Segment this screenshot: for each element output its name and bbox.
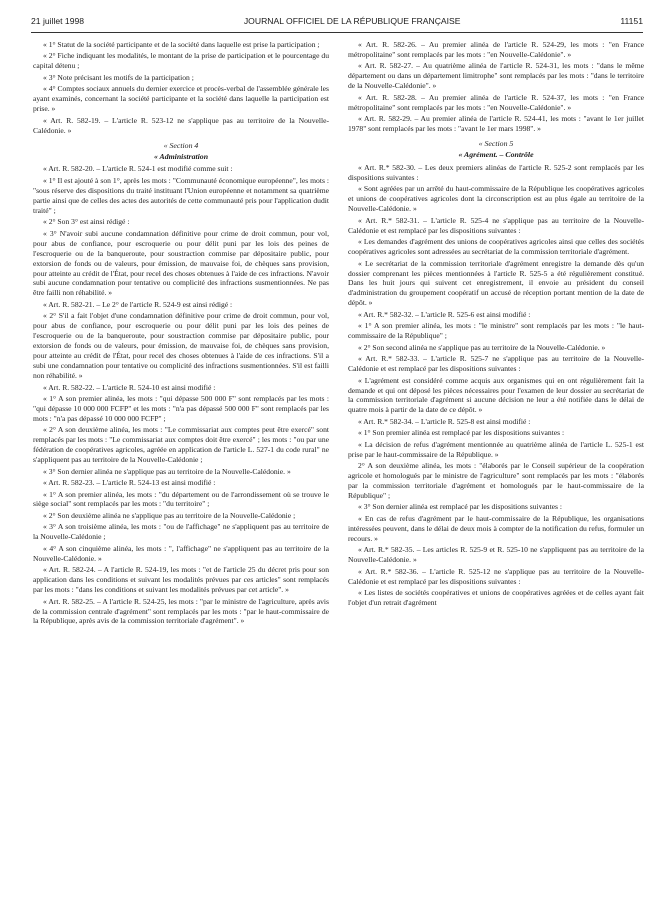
paragraph: « La décision de refus d'agrément mentionnée au quatrième alinéa de l'article L. 525-1 est prise par le haut-commissaire de la République. »: [348, 439, 644, 459]
paragraph: « Les listes de sociétés coopératives et unions de coopératives agréées et de celles ayant fait l'objet d'un retrait d'agrément: [348, 588, 644, 608]
paragraph: « Art. R.* 582-32. – L'article R. 525-6 est ainsi modifié :: [358, 309, 531, 319]
paragraph: « 4° A son cinquième alinéa, les mots : ", l'affichage" ne s'appliquent pas au territoire de la Nouvelle-Calédonie. »: [33, 543, 329, 563]
section-heading: « Section 4: [163, 140, 199, 150]
paragraph: « Art. R. 582-21. – Le 2° de l'article R. 524-9 est ainsi rédigé :: [43, 299, 233, 309]
header-rule: [31, 32, 643, 33]
paragraph: « 3° N'avoir subi aucune condamnation définitive pour crime de droit commun, pour vol, pour abus de confiance, pour escroquerie ou pour délit puni par les lois des peines de l'escroquerie ou de la banqueroute, pour soustraction commise par dépositaire public, pour extorsion de fonds ou de valeurs, pour émission, de mauvaise foi, de chèques sans provision, pour atteinte au crédit de l'État, pour recel des choses obtenues à l'aide de ces infractions. N'avoir subi aucune condamnation pour tentative ou complicité des infractions susmentionnées. Ne pas être failli non réhabilité. »: [33, 228, 329, 298]
section-subheading: « Agrément. – Contrôle: [458, 150, 534, 160]
paragraph: « 4° Comptes sociaux annuels du dernier exercice et procès-verbal de l'assemblée générale les ayant examinés, concernant la société participante et la société dans laquelle la participation est prise. »: [33, 84, 329, 114]
paragraph: « Art. R. 582-19. – L'article R. 523-12 ne s'applique pas au territoire de la Nouvelle-Calédonie. »: [33, 115, 329, 135]
paragraph: « 2° Son deuxième alinéa ne s'applique pas au territoire de la Nouvelle-Calédonie ;: [43, 510, 296, 520]
page-header: [31, 14, 643, 28]
paragraph: « Art. R. 582-24. – A l'article R. 524-19, les mots : "et de l'article 25 du décret pris pour son application dans les conditions et suivant les modalités prévues par ces articles" sont remplacés par les mots : "dans les conditions et suivant les modalités prévues par cet article". »: [33, 565, 329, 595]
paragraph: « Art. R. 582-25. – A l'article R. 524-25, les mots : "par le ministre de l'agriculture, après avis de la commission centrale d'agrément" sont remplacés par les mots : "par le haut-commissaire de la République, après avis de la commission territoriale d'agrément". »: [33, 596, 329, 626]
paragraph: « Art. R. 582-23. – L'article R. 524-13 est ainsi modifié :: [43, 478, 216, 488]
paragraph: 2° A son deuxième alinéa, les mots : "élaborés par le Conseil supérieur de la coopération agricole et homologués par le ministre de l'agriculture" sont remplacés par les mots : "élaborés par la commission territoriale d'agrément et homologués par le haut-commissaire de la République" ;: [348, 461, 644, 501]
header-date: 21 juillet 1998: [31, 16, 85, 26]
paragraph: « Les demandes d'agrément des unions de coopératives agricoles ainsi que celles des sociétés coopératives agricoles sont adressées au secrétariat de la commission territoriale d'agrément.: [348, 237, 644, 257]
paragraph: « 2° Son 3° est ainsi rédigé :: [43, 217, 130, 227]
paragraph: « Art. R. 582-26. – Au premier alinéa de l'article R. 524-29, les mots : "en France métropolitaine" sont remplacés par les mots : "en Nouvelle-Calédonie". »: [348, 40, 644, 59]
paragraph: « 1° Il est ajouté à son 1°, après les mots : "Communauté économique européenne", les mots : "sous réserve des dispositions du traité instituant l'Union européenne et notamment sa quatrième partie ainsi que de celles des actes des autorités de cette communauté pris pour l'application dudit traité" ;: [33, 175, 329, 215]
paragraph: « 1° A son premier alinéa, les mots : "qui dépasse 500 000 F" sont remplacés par les mots : "qui dépasse 10 000 000 FCFP" et les mots : "n'a pas dépassé 500 000 F" sont remplacés par les mots : "n'a pas dépassé 10 000 000 FCFP" ;: [33, 393, 329, 423]
paragraph: « Art. R. 582-27. – Au quatrième alinéa de l'article R. 524-31, les mots : "dans le même département ou dans un département limitrophe" sont remplacés par les mots : "dans le territoire de la Nouvelle-Calédonie". »: [348, 61, 644, 91]
paragraph: « Art. R.* 582-34. – L'article R. 525-8 est ainsi modifié :: [358, 416, 531, 426]
paragraph: « 3° Note précisant les motifs de la participation ;: [43, 72, 194, 82]
paragraph: « 2° A son deuxième alinéa, les mots : "Le commissariat aux comptes peut être exercé" sont remplacés par les mots : "Le commissariat aux comptes doit être exercé" ; les mots : "ou par une fédération de coopératives agricoles, agréée en application de l'article L. 527-1 du code rural" ne s'appliquent pas au territoire de la Nouvelle-Calédonie ;: [33, 425, 329, 465]
paragraph: « En cas de refus d'agrément par le haut-commissaire de la République, les organisations intéressées peuvent, dans le délai de deux mois à compter de la notification du refus, formuler un recours. »: [348, 513, 644, 543]
paragraph: « Art. R.* 582-35. – Les articles R. 525-9 et R. 525-10 ne s'appliquent pas au territoire de la Nouvelle-Calédonie. »: [348, 545, 644, 565]
paragraph: « Art. R. 582-29. – Au premier alinéa de l'article R. 524-41, les mots : "avant le 1er juillet 1978" sont remplacés par les mots : "avant le 1er mars 1998". »: [348, 114, 644, 134]
paragraph: « Art. R. 582-28. – Au premier alinéa de l'article R. 524-37, les mots : "en France métropolitaine" sont remplacés par les mots : "en Nouvelle-Calédonie". »: [348, 92, 644, 112]
paragraph: « 1° Statut de la société participante et de la société dans laquelle est prise la participation ;: [43, 40, 320, 49]
left-column: [33, 40, 329, 896]
paragraph: « Art. R.* 582-36. – L'article R. 525-12 ne s'applique pas au territoire de la Nouvelle-Calédonie et est remplacé par les dispositions suivantes :: [348, 566, 644, 586]
header-journal-title: JOURNAL OFFICIEL DE LA RÉPUBLIQUE FRANÇAISE: [243, 16, 461, 26]
paragraph: « 3° A son troisième alinéa, les mots : "ou de l'affichage" ne s'appliquent pas au territoire de la Nouvelle-Calédonie ;: [33, 522, 329, 542]
paragraph: « 1° A son premier alinéa, les mots : "du département ou de l'arrondissement où se trouve le siège social" sont remplacés par les mots : "du territoire" ;: [33, 489, 329, 509]
paragraph: « 3° Son dernier alinéa ne s'applique pas au territoire de la Nouvelle-Calédonie. »: [43, 466, 291, 476]
paragraph: « Sont agréées par un arrêté du haut-commissaire de la République les coopératives agricoles et unions de coopératives agricoles dont la circonscription est au plus égale au territoire de la Nouvelle-Calédonie. »: [348, 184, 644, 214]
paragraph: « 1° Son premier alinéa est remplacé par les dispositions suivantes :: [358, 428, 565, 438]
paragraph: « 1° A son premier alinéa, les mots : "le ministre" sont remplacés par les mots : "le haut-commissaire de la République" ;: [348, 321, 644, 341]
right-column: [348, 40, 644, 896]
paragraph: « Art. R.* 582-31. – L'article R. 525-4 ne s'applique pas au territoire de la Nouvelle-Calédonie et est remplacé par les dispositions suivantes :: [348, 215, 644, 235]
paragraph: « Art. R.* 582-33. – L'article R. 525-7 ne s'applique pas au territoire de la Nouvelle-Calédonie et est remplacé par les dispositions suivantes :: [348, 354, 644, 374]
paragraph: « L'agrément est considéré comme acquis aux organismes qui en ont régulièrement fait la demande et qui ont déposé les pièces nécessaires pour l'examen de leur dossier au secrétariat de la commission territoriale d'agrément si aucune décision ne leur a été notifiée dans le délai de quatre mois à partir de la date de ce dépôt. »: [348, 375, 644, 415]
paragraph: « Art. R. 582-22. – L'article R. 524-10 est ainsi modifié :: [43, 382, 216, 392]
section-heading: « Section 5: [478, 139, 514, 149]
paragraph: « 2° Fiche indiquant les modalités, le montant de la prise de participation et le pourcentage du capital détenu ;: [33, 51, 329, 71]
paragraph: « 3° Son dernier alinéa est remplacé par les dispositions suivantes :: [358, 502, 563, 512]
paragraph: « Art. R. 582-20. – L'article R. 524-1 est modifié comme suit :: [43, 164, 233, 174]
section-subheading: « Administration: [153, 151, 209, 161]
paragraph: « 2° S'il a fait l'objet d'une condamnation définitive pour crime de droit commun, pour vol, pour abus de confiance, pour escroquerie ou pour délit puni par les lois des peines de l'escroquerie ou de la banqueroute, pour soustraction commise par dépositaire public, pour extorsion de fonds ou de valeurs, pour émission, de mauvaise foi, de chèques sans provision, pour atteinte au crédit de l'État, pour recel des choses obtenues à l'aide de ces infractions. S'il a subi une condamnation pour tentative ou complicité des infractions susmentionnées. S'il est failli non réhabilité. »: [33, 311, 329, 381]
paragraph: « Le secrétariat de la commission territoriale d'agrément enregistre la demande dès qu'un dossier comprenant les pièces mentionnées à l'article R. 525-5 a été régulièrement constitué. Dans les huit jours qui suivent cet enregistrement, il envoie au président du conseil d'administration du groupement coopératif un accusé de réception portant mention de la date de dépôt. »: [348, 258, 644, 308]
paragraph: « Art. R.* 582-30. – Les deux premiers alinéas de l'article R. 525-2 sont remplacés par les dispositions suivantes :: [348, 162, 644, 182]
header-page-number: 11151: [620, 16, 643, 26]
paragraph: « 2° Son second alinéa ne s'applique pas au territoire de la Nouvelle-Calédonie. »: [358, 342, 606, 352]
